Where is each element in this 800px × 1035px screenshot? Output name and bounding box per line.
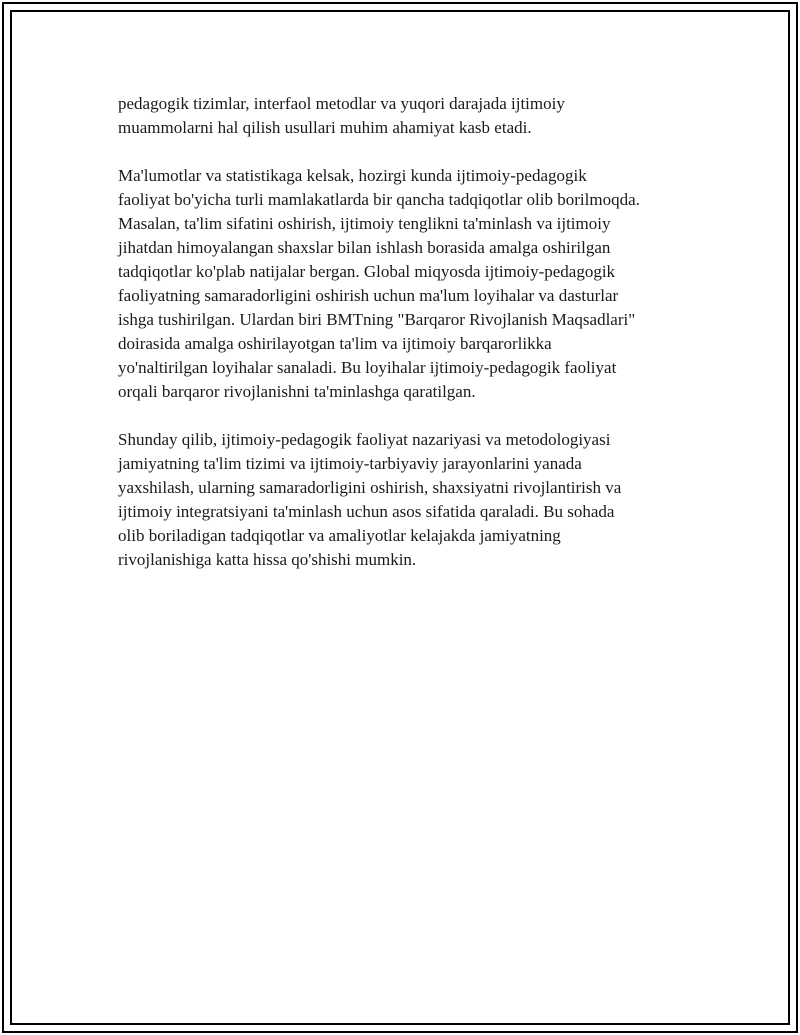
paragraph-conclusion: Shunday qilib, ijtimoiy-pedagogik faoliyat nazariyasi va metodologiyasi jamiyatning ta'lim tizimi va ijtimoiy-tarbiyaviy jarayonlarini yanada yaxshilash, ularning samaradorligini oshirish, shaxsiyatni rivojlantirish va ijtimoiy integratsiyani ta'minlash uchun asos sifatida qaraladi. Bu sohada olib boriladigan tadqiqotlar va amaliyotlar kelajakda jamiyatning rivojlanishiga katta hissa qo'shishi mumkin. bbox=[118, 430, 622, 569]
paragraph-intro-continuation: pedagogik tizimlar, interfaol metodlar va yuqori darajada ijtimoiy muammolarni hal qilish usullari muhim ahamiyat kasb etadi. bbox=[118, 94, 565, 137]
paragraph-data-statistics: Ma'lumotlar va statistikaga kelsak, hozirgi kunda ijtimoiy-pedagogik faoliyat bo'yicha turli mamlakatlarda bir qancha tadqiqotlar olib borilmoqda. Masalan, ta'lim sifatini oshirish, ijtimoiy tenglikni ta'minlash va ijtimoiy jihatdan himoyalangan shaxslar bilan ishlash borasida amalga oshirilgan tadqiqotlar ko'plab natijalar bergan. Global miqyosda ijtimoiy-pedagogik faoliyatning samaradorligini oshirish uchun ma'lum loyihalar va dasturlar ishga tushirilgan. Ulardan biri BMTning "Barqaror Rivojlanish Maqsadlari" doirasida amalga oshirilayotgan ta'lim va ijtimoiy barqarorlikka yo'naltirilgan loyihalar sanaladi. Bu loyihalar ijtimoiy-pedagogik faoliyat orqali barqaror rivojlanishni ta'minlashga qaratilgan. bbox=[118, 166, 640, 401]
document-body bbox=[118, 92, 698, 596]
